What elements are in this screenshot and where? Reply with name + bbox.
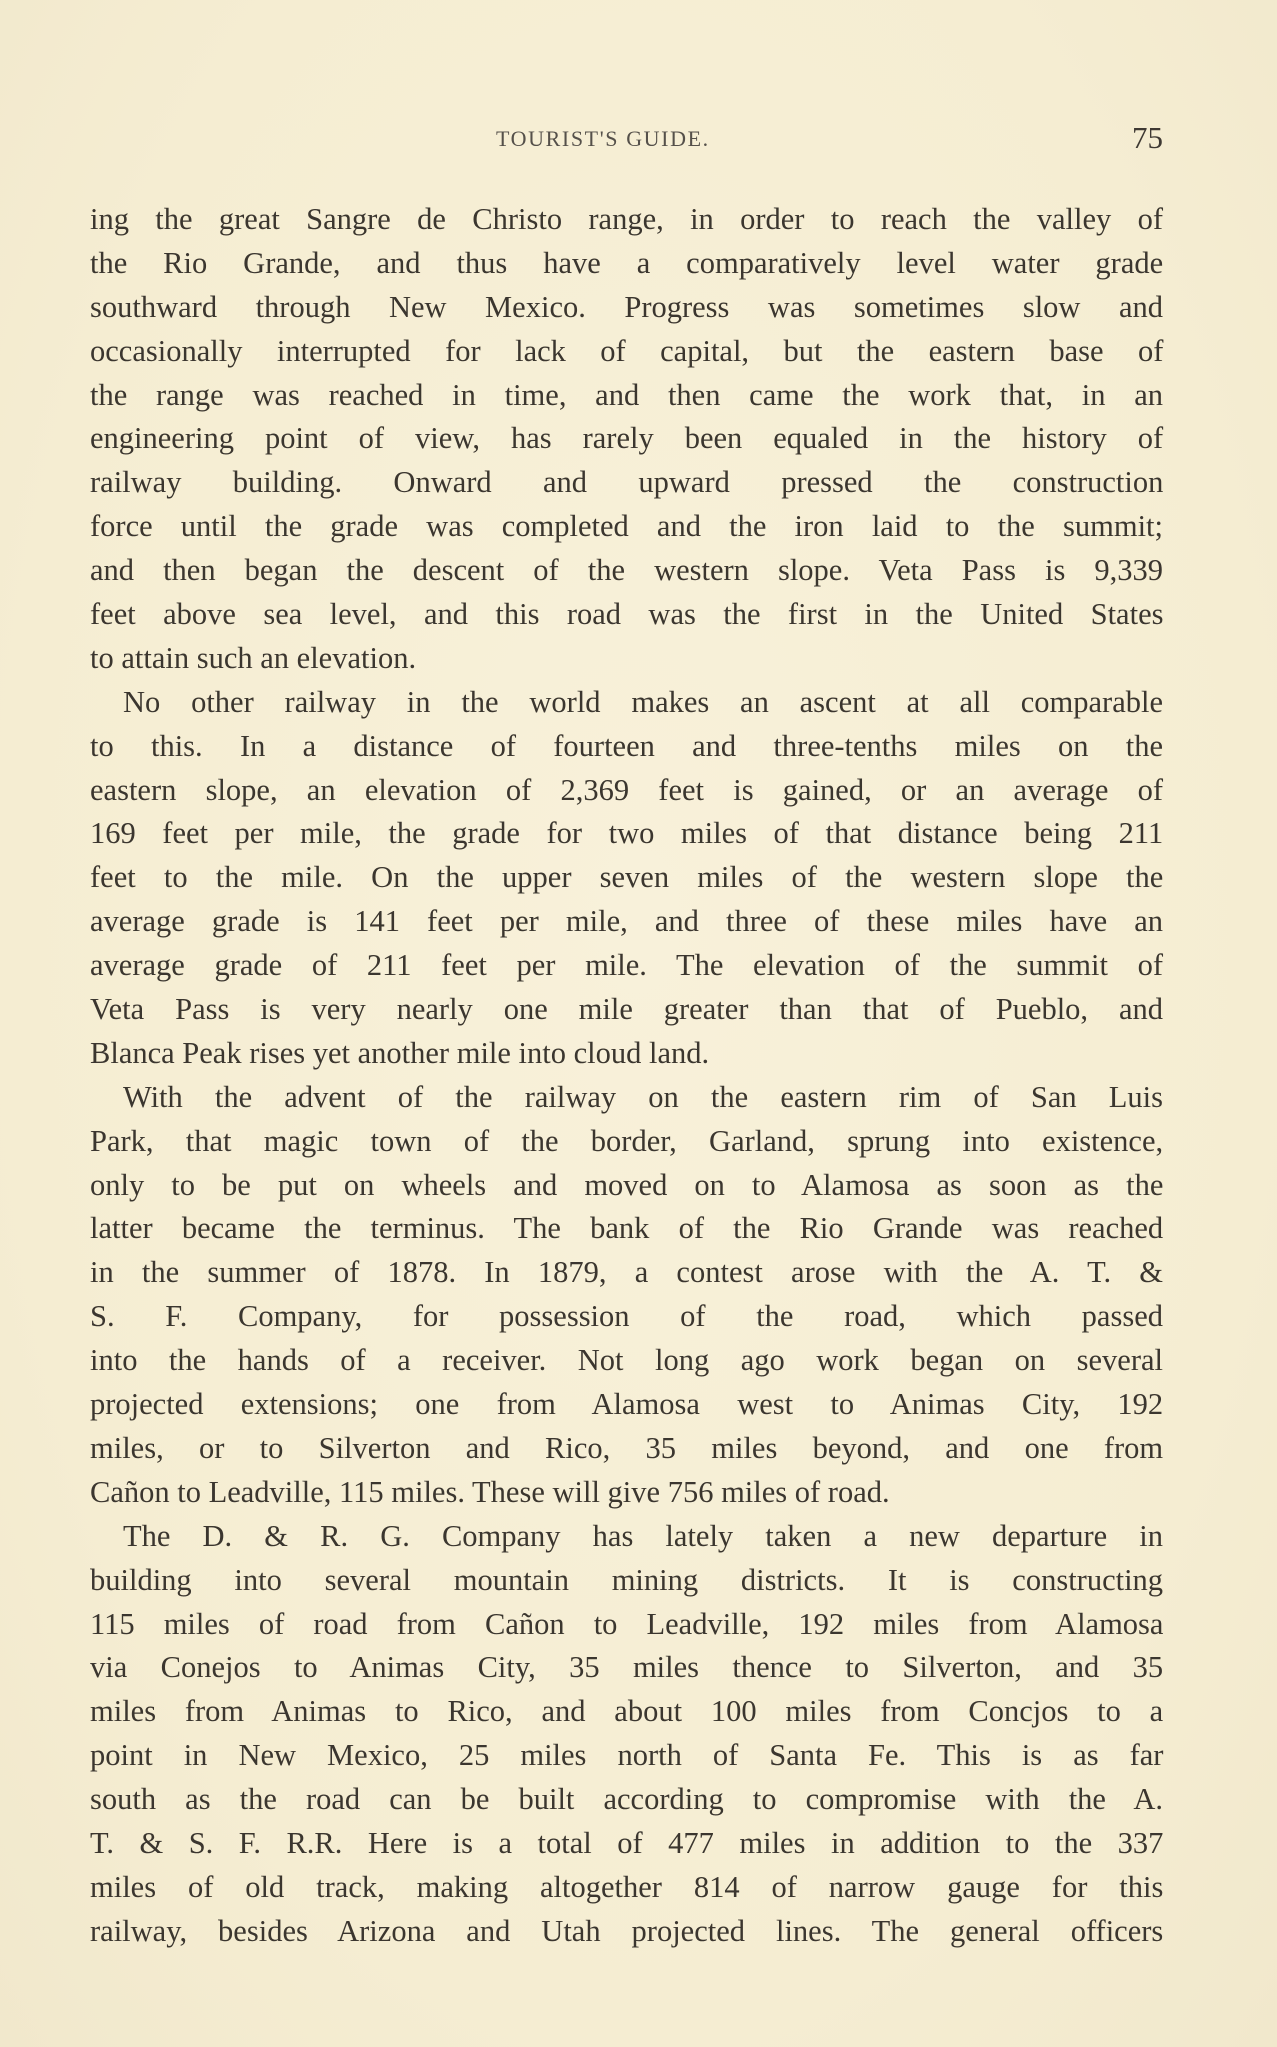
text-line: Cañon to Leadville, 115 miles. These will give 756 miles of road. — [90, 1474, 890, 1509]
paragraph-2 — [90, 681, 1163, 1076]
text-line: only to be put on wheels and moved on to Alamosa as soon as the — [90, 1167, 1164, 1202]
text-line: the range was reached in time, and then came the work that, in an — [90, 377, 1163, 412]
text-line: railway building. Onward and upward pressed the construction — [90, 465, 1164, 500]
text-line: T. & S. F. R.R. Here is a total of 477 miles in addition to the 337 — [90, 1825, 1164, 1860]
paragraph-1 — [90, 198, 1163, 681]
page-number: 75 — [1132, 120, 1163, 155]
text-line: railway, besides Arizona and Utah projected lines. The general officers — [90, 1913, 1164, 1948]
text-line: 169 feet per mile, the grade for two miles of that distance being 211 — [90, 816, 1164, 851]
text-line: via Conejos to Animas City, 35 miles thence to Silverton, and 35 — [90, 1650, 1164, 1685]
text-line: The D. & R. G. Company has lately taken a new departure in — [123, 1518, 1163, 1553]
text-line: Blanca Peak rises yet another mile into cloud land. — [90, 1035, 710, 1070]
text-line: S. F. Company, for possession of the road, which passed — [90, 1299, 1163, 1334]
text-line: engineering point of view, has rarely been equaled in the history of — [90, 421, 1164, 456]
text-line: No other railway in the world makes an ascent at all comparable — [123, 684, 1163, 719]
text-line: building into several mountain mining districts. It is constructing — [90, 1562, 1164, 1597]
text-line: Park, that magic town of the border, Garland, sprung into existence, — [90, 1123, 1164, 1158]
text-line: miles of old track, making altogether 814 of narrow gauge for this — [90, 1869, 1164, 1904]
text-line: the Rio Grande, and thus have a comparatively level water grade — [90, 245, 1164, 280]
text-line: occasionally interrupted for lack of capital, but the eastern base of — [90, 333, 1164, 368]
text-line: 115 miles of road from Cañon to Leadville, 192 miles from Alamosa — [90, 1606, 1164, 1641]
text-line: miles, or to Silverton and Rico, 35 miles beyond, and one from — [90, 1430, 1164, 1465]
text-line: point in New Mexico, 25 miles north of Santa Fe. This is as far — [90, 1738, 1164, 1773]
text-line: average grade of 211 feet per mile. The elevation of the summit of — [90, 948, 1163, 983]
text-line: south as the road can be built according to compromise with the A. — [90, 1782, 1163, 1817]
text-line: southward through New Mexico. Progress was sometimes slow and — [90, 289, 1163, 324]
text-line: With the advent of the railway on the eastern rim of San Luis — [123, 1079, 1163, 1114]
text-line: Veta Pass is very nearly one mile greater than that of Pueblo, and — [90, 992, 1163, 1027]
text-line: miles from Animas to Rico, and about 100 miles from Concjos to a — [90, 1694, 1164, 1729]
paragraph-3 — [90, 1076, 1163, 1515]
text-line: into the hands of a receiver. Not long ago work began on several — [90, 1343, 1163, 1378]
text-line: to this. In a distance of fourteen and three-tenths miles on the — [90, 728, 1164, 763]
running-title: TOURIST'S GUIDE. — [496, 126, 710, 151]
text-line: feet to the mile. On the upper seven miles of the western slope the — [90, 860, 1164, 895]
text-line: to attain such an elevation. — [90, 640, 417, 675]
text-line: latter became the terminus. The bank of the Rio Grande was reached — [90, 1211, 1164, 1246]
text-line: ing the great Sangre de Christo range, in order to reach the valley of — [90, 202, 1163, 236]
text-line: in the summer of 1878. In 1879, a contest arose with the A. T. & — [90, 1255, 1163, 1290]
text-line: eastern slope, an elevation of 2,369 feet is gained, or an average of — [90, 772, 1163, 807]
text-line: force until the grade was completed and the iron laid to the summit; — [90, 509, 1163, 544]
paragraph-4 — [90, 1515, 1163, 1954]
text-line: feet above sea level, and this road was the first in the United States — [90, 597, 1164, 632]
text-line: projected extensions; one from Alamosa west to Animas City, 192 — [90, 1387, 1164, 1422]
running-header — [88, 120, 1163, 156]
text-line: average grade is 141 feet per mile, and three of these miles have an — [90, 904, 1163, 939]
text-line: and then began the descent of the western slope. Veta Pass is 9,339 — [90, 553, 1163, 588]
body-text — [90, 198, 1163, 1954]
